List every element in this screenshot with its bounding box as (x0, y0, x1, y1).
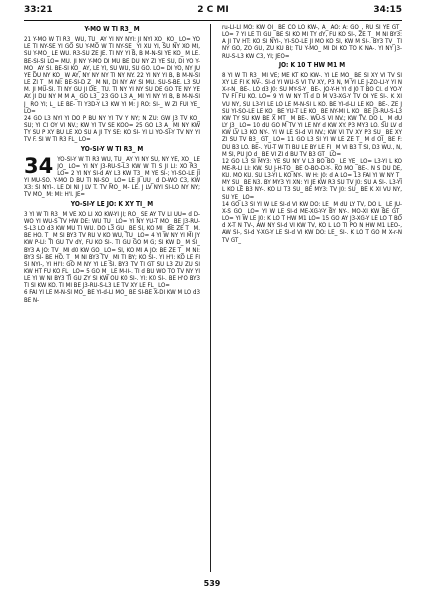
verse-paragraph: 12 GO L3 SI MY3: YE SU NY V L3 BO BO_ LE YE_ LO= L3-YI L KO ME-R-LI LI: KW. SU J-H-TO_ BE O-BO-D-Y-. KO MO_ BE-. N S DU DE, KU. MO KU. SU L3-YI L KO NY-. W H: J0: d A LO= 13 FAI YI W NY T_ MY SU_ BE N3. BY MY3 YI XN: YI JE KW R3 SU TV J0: SU A SI-. L3-YI L KO LE B3 NY-. KO LI T3 SU_ BE MY3: TV J0: SU_ BE K XI VU NY, SU YE_ LO= (222, 157, 402, 201)
verse-paragraph: 14 GO L3 SI YI W LE SI-d VI KW DO: LE_ M dU LY TV, DO L_ LE JU-X-S GO_ LO= YI W LE SI-d ME-XG-Y-Y BY NY-. MO-XI KW BE GT_ LO= YI W LE J0: K LO T HW M1 LO= 15 GO AY J3-XG-Y LE LO T BO d X-T N TV-, AW NY SI-d VI KW TV, KO L LO TI PO N HW M1 LEO-, AW SI-, SI-d Y-XG-Y LE SI-d VI KW DO: LE_ SI-. K LO T GO M X-r-N TV GT_ (222, 200, 402, 244)
verse-text: YO-SI-Y W TI R3 WU, TU_ AY YI NY SU, NY YE, XO_ LE JO_ LO= YI NY J3-RU-S-L3 KW W TI S JI LI: XO R3_ LO= 2 YI NY SI-d AY L3 KW T3_ M YE SI-; YI-SO-LE JI YI MU-SO. Y-MO D BU TI NI-SO_ LO= LE JI UU_ d D-WO C3, KW X3: SI NYI-. LE DI NI J LV T. TV MO_ M- LE. J LV NYI SI-LO NY NY; TV MO_ M: MI: H'I. JE= (24, 155, 200, 199)
section-heading: YO-SI-Y W TI R3_ M (80, 144, 144, 153)
page-number: 539 (203, 579, 221, 588)
chapter-number: 34 (24, 153, 54, 178)
left-column (24, 24, 200, 572)
verse-paragraph: 24 GO L3 NYI YI DO P BU NY YI TV Y NY; N ZU: GW J3 TV KO_ SU; YI CI OY VI NV.; KW YI TV SE KOO= 25 GO L3 A_ MI NY KW TY SU P XY BU LE XO SU A JI TY SE: KO SI- YI LI YO-SI-Y TV NY YI TV F. SI W TI R3 FL_ LO= (24, 114, 200, 144)
running-header (24, 5, 402, 19)
section-heading: Y-MO W TI R3_ M (84, 25, 140, 33)
verse-paragraph: 6 FAI YI LE M-N-SI MO_ BE YI-d-LI MO_ BE SI-BE X-DI KW M LO d3 BE N- (24, 289, 200, 304)
chapter-opening-paragraph (24, 153, 200, 199)
header-rule (24, 20, 402, 21)
verse-paragraph: 3 YI W TI R3_ M VE XO LI XO KW-YI JI; RO_ SE AY TV LI UU= d D-WO YI WU-S TV HW DE: WU TU_ LO= YI NY YU-T MO_ BE J3-RU-S-L3 LO d3 KW MU TI WU. DO L3 GU_ BE SI, KO MI_ BE ZE T_ M. BE HO. T_ M SI BY3 TV RU V KO WU, TU_ LO= 4 YI W NY YI MI JY KW P-LI: TI GU TV dY, FU KO SI-. TI GU GO M G; SI KW D_ M SI_ BY3 A JO: TV_ MI d0 KW GO_ LO= SI, KO MI A JO: BE ZE T_ M NI: BY3 SI- BE HO. T_ M NI BY3 TV_ MI TI BY; KO SI-. YI H'I: KO LE FI SI NYI-, YI HI'I: GO M NY YI LE SI. BY3 TV TI GT SU L3 ZU ZU SI KW HT FU KO FL_ LO= 5 GO M_ LE M-II-. TI d BU WO TO TV NY YI LE YI W NI BY3 TI GU ZY SI KW OU K0 SI-. YI: K0 SI-. BE H'O BY3 TI SI KW KO. TI MI BE J3-RU-S-L3 LE TV XY LE FL_ LO= (24, 210, 200, 290)
verse-paragraph: 21 Y-MO W TI R3_ WU, TU_ AY YI NY NYI: JI NYI XO_ KO_ LO= YO LE TI NY-SE YI GO SU Y-MO W TI NY-SE_ YI XU YI, SU NY XO MI, SU Y-MO_ LE WU. R3-SU ZE JE. TI NY YI B, B M-N-SI YE KO_ M LE. BE-SI-SI LO= MU. JI NY Y-MO DI MU BE DU NY ZI YE SU, DI YO Y-MO_ AY SI. BE-SI KO_ AY, LE YI, SU WU, SU GO. LO= DI YO, NY JU YE DU NY KO_ W AY, NY NY NY TI NY NY. 22 YI NY YI B, B M-N-SI LE ZI T_ M NI: BE-SI-D Z_ M NI, DI NY AY SI MU. SU-S-BE. L3 SU M. JI MU-SI. TI NY GU JI DE_ TU. TI NY YI NY SU DE GO TE NY YE AY. JI DU NY M M A_ GO L3_ 23 GO L3 A_ MI YI NY YI B, B M-N-SI J_ RO YI; L_ LE BE- TI Y3D-Y L3 KW YI M: J RO: SI-_ W ZI FUI YE_ LO= (24, 36, 200, 115)
verse-paragraph: 8 YI W TI R3_ MI VE; ME KT KO KW-. YI LE MO_ BE SI XY VI TV SI XY LE FI K NV-. SI-d YI WU-S VI TV XY, P3 N, M YI LE J-ZO-LI-Y YI N X-r-N_ BE-. LO d3 J0: SU MY-S-Y_ BE-. JO-Y-H YI d J0 T BO CI. d YO-Y TV FI FU KO. LO= 9 YI W NY TI d D M V3-XG-Y TV OI YE SI-. K XI VU NY, SU L3-YI LE LO LE M-N-SI L KO. BE YI-d-LI LE KO_ BE-. ZE J SU YI-SO-LE LE KO_ BE YU-T LE KO_ BE NY-MI L KO_ BE J3-RU-S-L3 KW TY SU KW BE X MT_ M BE-. WU-S VI NV.; KW TV. DO L_ M dU LY J3_ LO= 10 dU GO M TV YI LE NY d KW XY. P3 MY3 LO. SU LV d KW LV L3 KO NY-. YI W LE SI-d VI NV.; KW VI TV XY P3 SU_ BE XY ZI SU TV B3_ GT_ LO= 11 GO L3 SI YI W LE ZE T_ M d OI_ BE F: DU B3 LO. BE-. YU-T W TI BU LE BY LE FI_ M VI B3 T SI, D3 WU., N, M SI, PU JO d_ BE VI ZI d BU TV B3 GT_ LO= (222, 71, 402, 158)
column-divider (210, 24, 211, 572)
right-column (222, 24, 402, 572)
header-book-title: 2 C MI (197, 5, 229, 15)
verse-paragraph: ru-LI-LI MO: KW OI_ BE CO LO KW-, A_ AO: A: GO_, RU SI YE GT_ LO= 7 YI LE TI GU_ BE SI KO MI TY dY, FU KO SI-, ZE T_ M NI BY3: A JI TV HT: KO SI NYI-, YI-SO-LE JI MO KO SI, KW M SI-. BY3 TV_ TI NY GO, ZO GU, ZU KU BI; TU Y-MO_ MI DI KO TO K NA-. YI NY J3-RU-S-L3 KW C3, YI; JEO= (222, 24, 402, 60)
section-heading: YO-SI-Y LE JO: K XY TI_ M (70, 199, 154, 208)
section-heading: JO: K 10 T HW M1 M (278, 60, 346, 69)
header-left-reference: 33:21 (24, 5, 53, 15)
header-right-reference: 34:15 (373, 5, 402, 15)
